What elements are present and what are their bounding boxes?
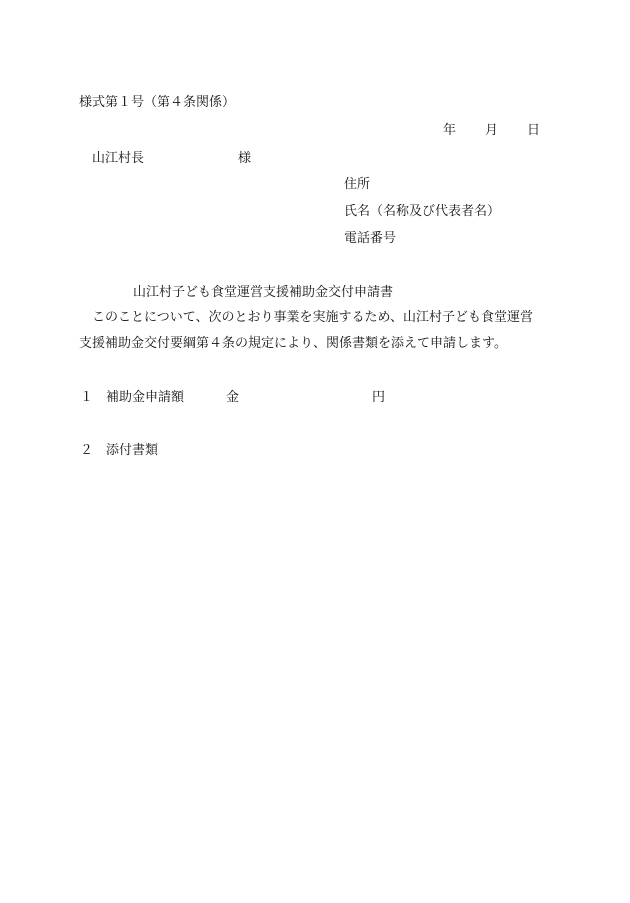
form-number: 様式第１号（第４条関係） — [79, 95, 236, 110]
date-line — [443, 124, 540, 137]
name-label: 氏名（名称及び代表者名） — [344, 204, 501, 219]
address-label: 住所 — [344, 177, 371, 192]
date-month: 月 — [485, 123, 499, 138]
phone-label: 電話番号 — [344, 231, 397, 246]
item-2-label: 添付書類 — [106, 443, 159, 458]
addressee: 山江村長 — [92, 151, 145, 166]
amount-unit: 円 — [372, 390, 386, 405]
date-year: 年 — [443, 123, 457, 138]
date-day: 日 — [527, 123, 541, 138]
document-title: 山江村子ども食堂運営支援補助金交付申請書 — [133, 285, 394, 300]
body-text-line-2: 支援補助金交付要綱第４条の規定により、関係書類を添えて申請します。 — [79, 336, 507, 351]
item-1-label: 補助金申請額 — [106, 390, 185, 405]
amount-prefix: 金 — [226, 390, 240, 405]
item-2-number: ２ — [80, 443, 94, 458]
item-1-number: １ — [80, 390, 94, 405]
body-text-line-1: このことについて、次のとおり事業を実施するため、山江村子ども食堂運営 — [92, 310, 533, 325]
honorific: 様 — [238, 151, 252, 166]
